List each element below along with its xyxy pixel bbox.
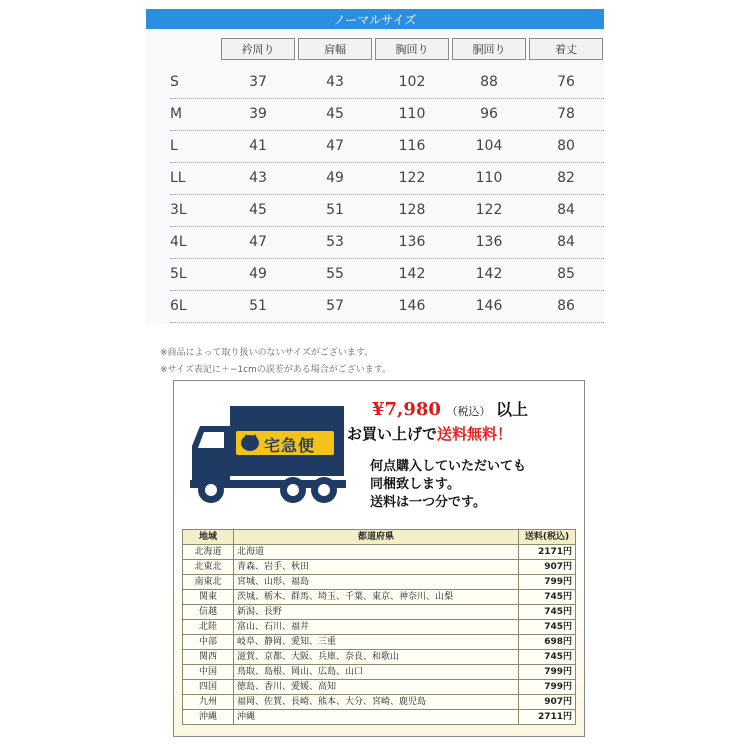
rate-row (183, 680, 576, 695)
size-value: 146 (475, 298, 503, 314)
rate-fee: 698円 (519, 635, 576, 650)
rate-prefectures: 岐阜、静岡、愛知、三重 (234, 635, 519, 650)
size-value: 128 (398, 202, 426, 218)
rate-row (183, 605, 576, 620)
rate-fee: 907円 (519, 695, 576, 710)
rate-fee: 2171円 (519, 545, 576, 560)
rate-region: 北海道 (183, 545, 234, 560)
rate-row (183, 545, 576, 560)
threshold-price: ¥7,980 (372, 399, 441, 420)
rate-region: 九州 (183, 695, 234, 710)
free-shipping-highlight: 送料無料！ (437, 425, 513, 443)
truck-badge-label: 宅急便 (264, 436, 316, 455)
rate-row (183, 620, 576, 635)
rate-region: 四国 (183, 680, 234, 695)
size-value: 80 (557, 138, 575, 154)
size-row-6l (170, 290, 604, 323)
rate-region: 関西 (183, 650, 234, 665)
size-label: 5L (170, 266, 187, 282)
free-shipping-threshold (372, 397, 528, 420)
rate-fee: 2711円 (519, 710, 576, 725)
size-label: S (170, 74, 179, 90)
size-label: M (170, 106, 183, 122)
rate-row (183, 560, 576, 575)
size-value: 142 (398, 266, 426, 282)
size-value: 82 (557, 170, 575, 186)
rate-fee: 799円 (519, 575, 576, 590)
size-row-m (170, 98, 604, 131)
size-value: 37 (249, 74, 267, 90)
size-value: 51 (326, 202, 344, 218)
rate-region: 沖縄 (183, 710, 234, 725)
rate-prefectures: 青森、岩手、秋田 (234, 560, 519, 575)
header-length: 着丈 (529, 38, 603, 60)
size-value: 76 (557, 74, 575, 90)
rate-row (183, 575, 576, 590)
bundle-info-line-3: 送料は一つ分です。 (370, 495, 486, 510)
size-value: 45 (326, 106, 344, 122)
size-note-availability: ※商品によって取り扱いのないサイズがございます。 (160, 348, 374, 358)
size-value: 43 (326, 74, 344, 90)
rate-prefectures: 滋賀、京都、大阪、兵庫、奈良、和歌山 (234, 650, 519, 665)
rate-prefectures: 富山、石川、福井 (234, 620, 519, 635)
rate-region: 中国 (183, 665, 234, 680)
size-value: 39 (249, 106, 267, 122)
rate-fee: 745円 (519, 605, 576, 620)
header-collar: 衿周り (221, 38, 295, 60)
size-label: 4L (170, 234, 187, 250)
size-value: 104 (475, 138, 503, 154)
header-prefectures: 都道府県 (234, 530, 519, 545)
size-value: 49 (249, 266, 267, 282)
size-value: 53 (326, 234, 344, 250)
rate-row (183, 590, 576, 605)
rate-region: 北東北 (183, 560, 234, 575)
size-value: 49 (326, 170, 344, 186)
size-row-4l (170, 226, 604, 259)
size-label: LL (170, 170, 186, 186)
header-chest: 胸回り (375, 38, 449, 60)
size-value: 47 (326, 138, 344, 154)
rate-row (183, 695, 576, 710)
rate-region: 関東 (183, 590, 234, 605)
size-value: 57 (326, 298, 344, 314)
rate-fee: 745円 (519, 650, 576, 665)
size-value: 41 (249, 138, 267, 154)
size-value: 86 (557, 298, 575, 314)
size-value: 110 (398, 106, 426, 122)
rate-row (183, 650, 576, 665)
size-value: 116 (398, 138, 426, 154)
rate-region: 信越 (183, 605, 234, 620)
size-chart-title: ノーマルサイズ (146, 9, 604, 29)
rates-header-row (183, 530, 576, 545)
rate-row (183, 665, 576, 680)
rate-fee: 907円 (519, 560, 576, 575)
rate-row (183, 635, 576, 650)
size-value: 45 (249, 202, 267, 218)
rate-fee: 799円 (519, 680, 576, 695)
threshold-tax-note: （税込） (446, 405, 491, 418)
rate-row (183, 710, 576, 725)
size-value: 55 (326, 266, 344, 282)
size-value: 47 (249, 234, 267, 250)
size-value: 43 (249, 170, 267, 186)
size-value: 85 (557, 266, 575, 282)
free-shipping-prefix: お買い上げで (347, 425, 438, 443)
rate-prefectures: 徳島、香川、愛媛、高知 (234, 680, 519, 695)
size-label: 6L (170, 298, 187, 314)
rate-prefectures: 新潟、長野 (234, 605, 519, 620)
rate-region: 中部 (183, 635, 234, 650)
size-value: 102 (398, 74, 426, 90)
rate-prefectures: 鳥取、島根、岡山、広島、山口 (234, 665, 519, 680)
size-value: 51 (249, 298, 267, 314)
size-row-l (170, 130, 604, 163)
size-value: 84 (557, 234, 575, 250)
rate-fee: 745円 (519, 620, 576, 635)
size-row-5l (170, 258, 604, 291)
shipping-info-box (173, 380, 585, 737)
rate-prefectures: 福岡、佐賀、長崎、熊本、大分、宮崎、鹿児島 (234, 695, 519, 710)
rate-region: 南東北 (183, 575, 234, 590)
bundle-info-line-1: 何点購入していただいても (370, 459, 527, 474)
header-region: 地域 (183, 530, 234, 545)
size-row-ll (170, 162, 604, 195)
size-row-3l (170, 194, 604, 227)
size-value: 88 (480, 74, 498, 90)
size-label: 3L (170, 202, 187, 218)
size-value: 78 (557, 106, 575, 122)
header-fee: 送料(税込) (519, 530, 576, 545)
size-label: L (170, 138, 178, 154)
size-value: 146 (398, 298, 426, 314)
size-value: 142 (475, 266, 503, 282)
size-value: 136 (398, 234, 426, 250)
header-waist: 胴回り (452, 38, 526, 60)
rate-prefectures: 宮城、山形、福島 (234, 575, 519, 590)
size-value: 84 (557, 202, 575, 218)
rate-prefectures: 沖縄 (234, 710, 519, 725)
size-value: 122 (475, 202, 503, 218)
size-value: 96 (480, 106, 498, 122)
header-shoulder: 肩幅 (298, 38, 372, 60)
size-row-s (170, 66, 604, 99)
size-value: 122 (398, 170, 426, 186)
threshold-suffix: 以上 (496, 400, 529, 419)
rate-prefectures: 北海道 (234, 545, 519, 560)
rate-prefectures: 茨城、栃木、群馬、埼玉、千葉、東京、神奈川、山梨 (234, 590, 519, 605)
size-value: 110 (475, 170, 503, 186)
rate-region: 北陸 (183, 620, 234, 635)
shipping-rates-table (182, 529, 576, 725)
rate-fee: 745円 (519, 590, 576, 605)
rate-fee: 799円 (519, 665, 576, 680)
size-note-tolerance: ※サイズ表記に＋−1cmの誤差がある場合がございます。 (160, 365, 392, 375)
bundle-info-line-2: 同梱致します。 (370, 477, 460, 492)
size-value: 136 (475, 234, 503, 250)
free-shipping-message (347, 423, 512, 444)
